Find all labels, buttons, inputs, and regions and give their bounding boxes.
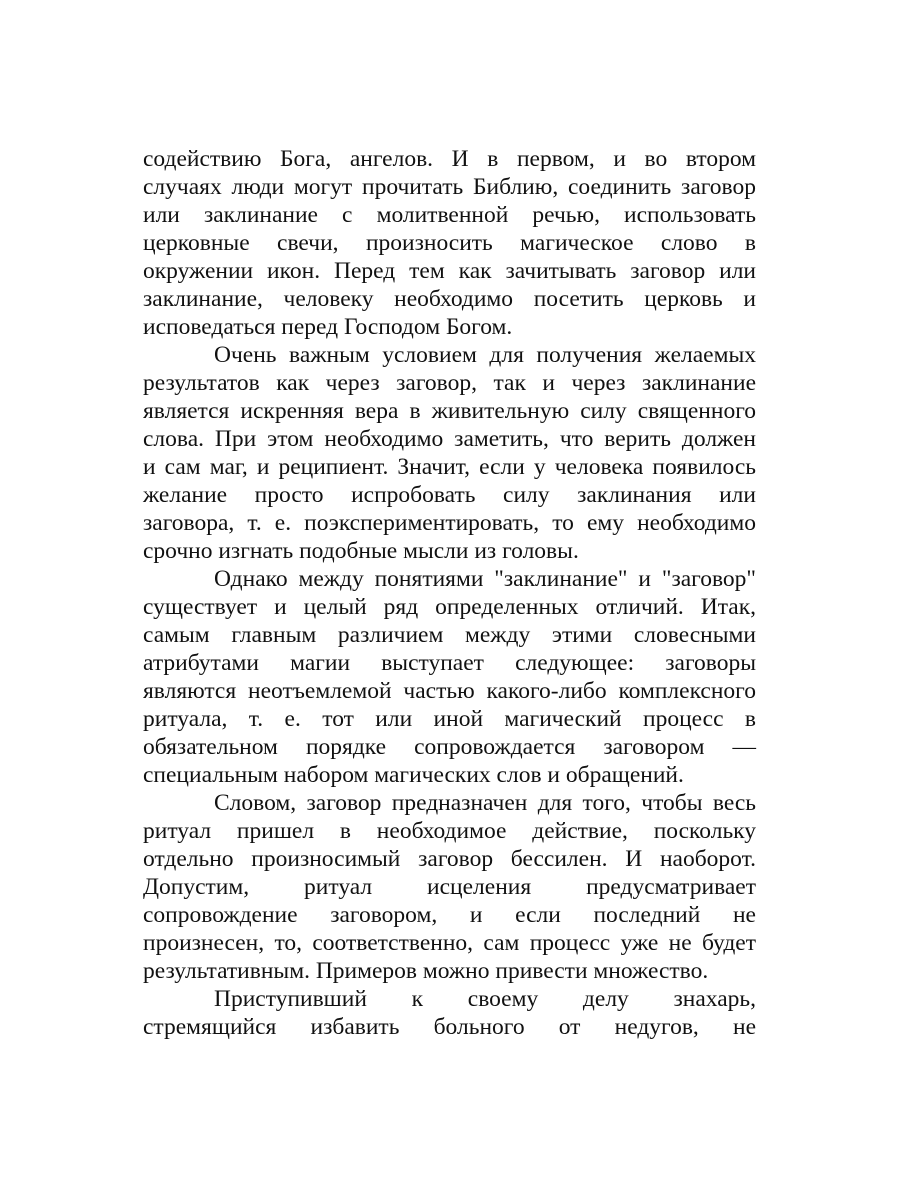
text-line: исповедаться перед Господом Богом. bbox=[143, 314, 513, 340]
text-line: существует и целый ряд определенных отличий. Итак, bbox=[143, 594, 756, 620]
text-line: стремящийся избавить больного от недугов, не bbox=[143, 1014, 756, 1040]
text-line: является искренняя вера в живительную силу священного bbox=[143, 398, 756, 424]
text-line: самым главным различием между этими словесными bbox=[143, 622, 756, 648]
text-line: сопровождение заговором, и если последний не bbox=[143, 902, 756, 928]
text-line: и сам маг, и реципиент. Значит, если у человека появилось bbox=[143, 454, 756, 480]
paragraph-1 bbox=[143, 145, 756, 341]
text-line: Однако между понятиями "заклинание" и "заговор" bbox=[214, 566, 756, 592]
text-line: специальным набором магических слов и обращений. bbox=[143, 762, 684, 788]
text-column bbox=[143, 145, 756, 1041]
text-line: Допустим, ритуал исцеления предусматривает bbox=[143, 874, 756, 900]
text-line: срочно изгнать подобные мысли из головы. bbox=[143, 538, 579, 564]
text-line: являются неотъемлемой частью какого-либо комплексного bbox=[143, 678, 756, 704]
text-line: атрибутами магии выступает следующее: заговоры bbox=[143, 650, 756, 676]
text-line: ритуала, т. е. тот или иной магический процесс в bbox=[143, 706, 756, 732]
paragraph-4 bbox=[143, 789, 756, 985]
paragraph-3 bbox=[143, 565, 756, 789]
text-line: желание просто испробовать силу заклинания или bbox=[143, 482, 756, 508]
text-line: содействию Бога, ангелов. И в первом, и во втором bbox=[143, 146, 756, 172]
text-line: результатов как через заговор, так и через заклинание bbox=[143, 370, 756, 396]
text-line: заклинание, человеку необходимо посетить церковь и bbox=[143, 286, 756, 312]
text-line: Приступивший к своему делу знахарь, bbox=[214, 986, 756, 1012]
paragraph-5 bbox=[143, 985, 756, 1041]
text-line: слова. При этом необходимо заметить, что верить должен bbox=[143, 426, 756, 452]
text-line: заговора, т. е. поэкспериментировать, то ему необходимо bbox=[143, 510, 756, 536]
text-line: церковные свечи, произносить магическое слово в bbox=[143, 230, 756, 256]
paragraph-2 bbox=[143, 341, 756, 565]
text-line: отдельно произносимый заговор бессилен. И наоборот. bbox=[143, 846, 756, 872]
text-line: обязательном порядке сопровождается заговором — bbox=[143, 734, 756, 760]
text-line: ритуал пришел в необходимое действие, поскольку bbox=[143, 818, 756, 844]
text-line: произнесен, то, соответственно, сам процесс уже не будет bbox=[143, 930, 756, 956]
text-line: результативным. Примеров можно привести множество. bbox=[143, 958, 709, 984]
text-line: Очень важным условием для получения желаемых bbox=[214, 342, 756, 368]
text-line: случаях люди могут прочитать Библию, соединить заговор bbox=[143, 174, 756, 200]
text-line: окружении икон. Перед тем как зачитывать заговор или bbox=[143, 258, 756, 284]
text-line: Словом, заговор предназначен для того, чтобы весь bbox=[214, 790, 756, 816]
text-line: или заклинание с молитвенной речью, использовать bbox=[143, 202, 756, 228]
